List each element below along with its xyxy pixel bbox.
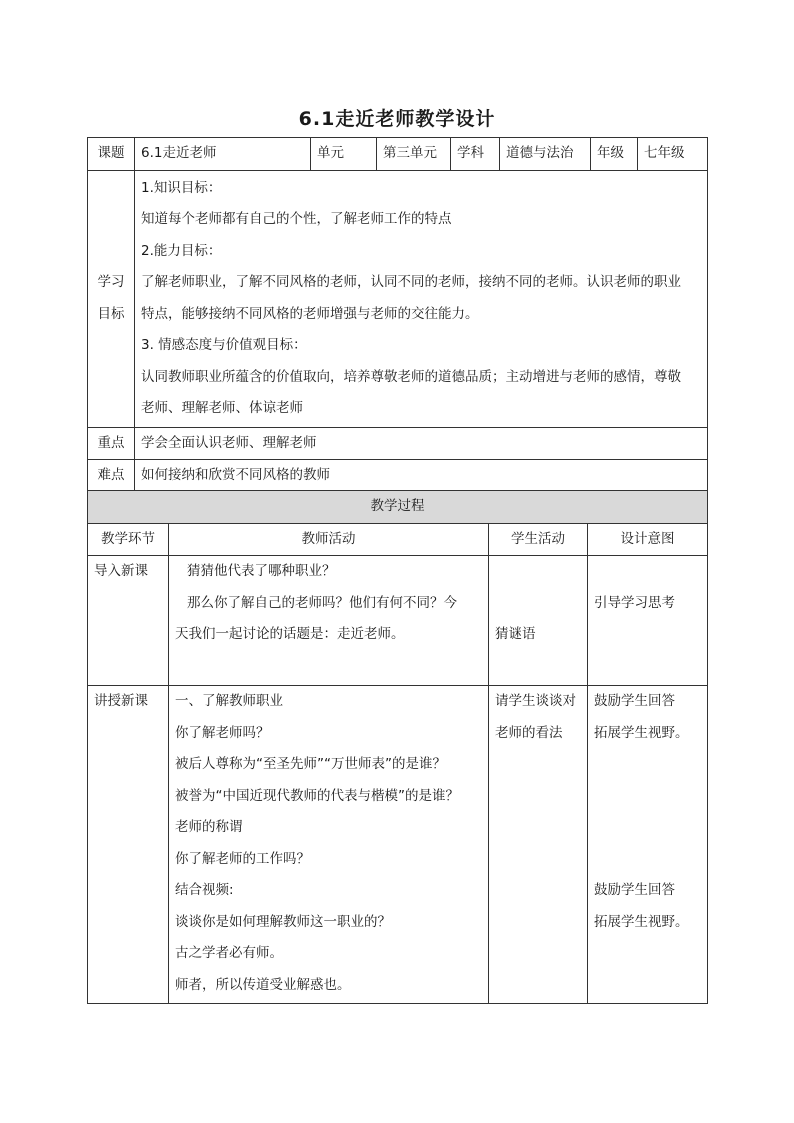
teacher-activity-line: 结合视频: (175, 882, 234, 898)
unit-value: 第三单元 (377, 138, 451, 171)
goals-label-line2: 目标 (97, 305, 125, 322)
grade-value: 七年级 (638, 138, 708, 171)
teacher-activity-line: 那么你了解自己的老师吗？他们有何不同？今 (187, 594, 457, 611)
goal-line: 3. 情感态度与价值观目标： (141, 337, 307, 353)
design-intent-line: 鼓励学生回答 (594, 882, 675, 898)
goal-line: 1.知识目标： (141, 179, 222, 196)
document-title: 6.1走近老师教学设计 (298, 108, 496, 130)
teacher-activity-line: 被后人尊称为“至圣先师”“万世师表”的是谁？ (175, 756, 446, 772)
goal-line: 2.能力目标： (141, 242, 222, 259)
stage-label: 导入新课 (94, 563, 148, 579)
student-activity-cell (489, 686, 588, 1004)
design-intent-cell (588, 686, 708, 1004)
goals-label-line1: 学习 (97, 274, 125, 290)
teacher-activity-line: 天我们一起讨论的话题是：走近老师。 (175, 626, 405, 642)
table-row (88, 556, 708, 686)
student-activity-line: 老师的看法 (495, 724, 563, 741)
teacher-activity-line: 古之学者必有师。 (175, 945, 283, 961)
teacher-activity-cell (169, 556, 489, 686)
difficult-point-value: 如何接纳和欣赏不同风格的教师 (135, 460, 708, 493)
teacher-activity-line: 你了解老师吗？ (175, 724, 270, 741)
stage-cell (88, 556, 169, 686)
design-intent-line: 拓展学生视野。 (594, 724, 689, 741)
goal-line: 知道每个老师都有自己的个性，了解老师工作的特点 (141, 211, 452, 227)
teacher-activity-line: 你了解老师的工作吗？ (175, 850, 310, 867)
subject-label: 学科 (451, 138, 500, 171)
teacher-activity-line: 被誉为“中国近现代教师的代表与楷模”的是谁？ (175, 787, 459, 804)
teacher-activity-line: 师者，所以传道受业解惑也。 (175, 976, 351, 993)
teaching-process-table (87, 490, 708, 1004)
teacher-activity-line: 老师的称谓 (175, 819, 243, 835)
goal-line: 特点，能够接纳不同风格的老师增强与老师的交往能力。 (141, 305, 479, 322)
goal-line: 老师、理解老师、体谅老师 (141, 400, 303, 416)
design-intent-line: 引导学习思考 (594, 594, 675, 611)
teacher-activity-line: 猜猜他代表了哪种职业？ (187, 563, 336, 579)
key-point-value: 学会全面认识老师、理解老师 (135, 427, 708, 460)
difficult-point-label: 难点 (88, 460, 135, 493)
column-header: 设计意图 (588, 523, 708, 556)
teacher-activity-line: 一、了解教师职业 (175, 693, 283, 709)
grade-label: 年级 (591, 138, 638, 171)
design-intent-line: 拓展学生视野。 (594, 913, 689, 930)
stage-cell (88, 686, 169, 1004)
design-intent-cell (588, 556, 708, 686)
teacher-activity-line: 谈谈你是如何理解教师这一职业的？ (175, 913, 391, 930)
column-header: 学生活动 (489, 523, 588, 556)
goals-content (135, 170, 708, 427)
table-row (88, 686, 708, 1004)
goals-label (88, 170, 135, 427)
goal-line: 认同教师职业所蕴含的价值取向，培养尊敬老师的道德品质；主动增进与老师的感情，尊敬 (141, 368, 681, 385)
key-point-label: 重点 (88, 427, 135, 460)
column-header: 教学环节 (88, 523, 169, 556)
section-title: 教学过程 (88, 491, 708, 524)
student-activity-line: 请学生谈谈对 (495, 693, 576, 709)
column-header: 教师活动 (169, 523, 489, 556)
subject-value: 道德与法治 (500, 138, 591, 171)
student-activity-line: 猜谜语 (495, 626, 536, 642)
unit-label: 单元 (311, 138, 377, 171)
design-intent-line: 鼓励学生回答 (594, 693, 675, 709)
teacher-activity-cell (169, 686, 489, 1004)
goal-line: 了解老师职业，了解不同风格的老师，认同不同的老师，接纳不同的老师。认识老师的职业 (141, 274, 681, 290)
topic-label: 课题 (88, 138, 135, 171)
topic-value: 6.1走近老师 (135, 138, 311, 171)
student-activity-cell (489, 556, 588, 686)
stage-label: 讲授新课 (94, 693, 148, 709)
lesson-info-table (87, 137, 708, 493)
